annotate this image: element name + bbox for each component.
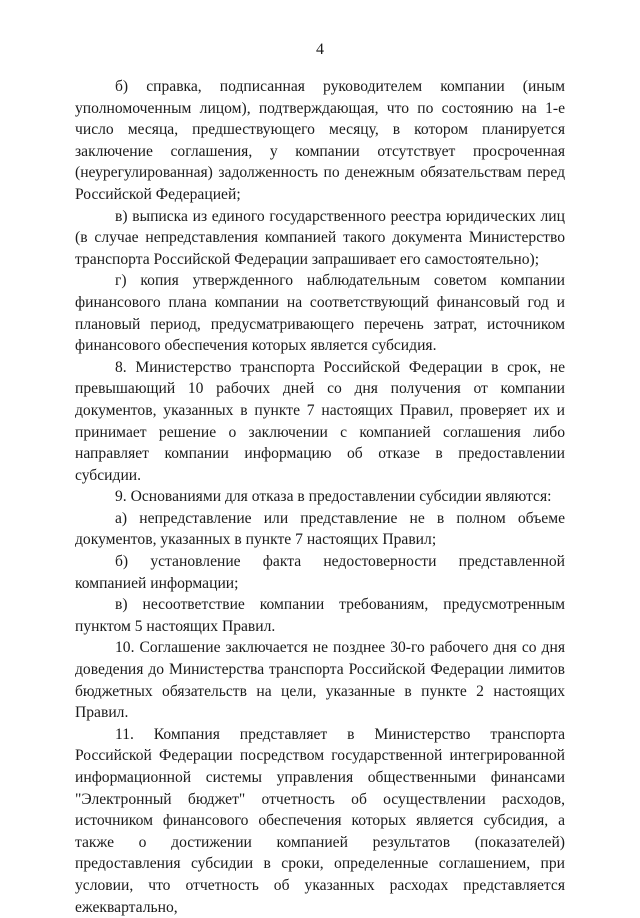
paragraph-9a: а) непредставление или представление не в полном объеме документов, указанных в пункте 7 настоящих Правил; [75,509,565,549]
paragraph-10: 10. Соглашение заключается не позднее 30-го рабочего дня со дня доведения до Министерства транспорта Российской Федерации лимитов бюджетных обязательств на цели, указанные в пункте 2 настоящих Правил. [75,639,565,722]
paragraph-7g: г) копия утвержденного наблюдательным советом компании финансового плана компании на соответствующий финансовый год и плановый период, предусматривающего перечень затрат, источником финансового обеспечения которых является субсидия. [75,272,565,355]
paragraph-9b: б) установление факта недостоверности представленной компанией информации; [75,553,565,592]
paragraph-8: 8. Министерство транспорта Российской Федерации в срок, не превышающий 10 рабочих дней со дня получения от компании документов, указанных в пункте 7 настоящих Правил, проверяет их и принимает решение о заключении с компанией соглашения либо направляет компании информацию об отказе в предоставлении субсидии. [75,358,565,484]
paragraph-9: 9. Основаниями для отказа в предоставлении субсидии являются: [115,488,552,506]
page-number: 4 [316,41,324,58]
paragraph-7v: в) выписка из единого государственного реестра юридических лиц (в случае непредставления компанией такого документа Министерство транспорта Российской Федерации запрашивает его самостоятельно); [75,207,565,268]
document-body [75,76,565,918]
paragraph-11: 11. Компания представляет в Министерство транспорта Российской Федерации посредством государственной интегрированной информационной системы управления общественными финансами "Электронный бюджет" отчетность об осуществлении расходов, источником финансового обеспечения которых является субсидия, а также о достижении компанией результатов (показателей) предоставления субсидии в сроки, определенные соглашением, при условии, что отчетность об указанных расходах представляется ежеквартально, [75,725,565,916]
paragraph-7b: б) справка, подписанная руководителем компании (иным уполномоченным лицом), подтверждающая, что по состоянию на 1-е число месяца, предшествующего месяцу, в котором планируется заключение соглашения, у компании отсутствует просроченная (неурегулированная) задолженность по денежным обязательствам перед Российской Федерацией; [75,78,565,203]
paragraph-9v: в) несоответствие компании требованиям, предусмотренным пунктом 5 настоящих Правил. [75,596,565,635]
